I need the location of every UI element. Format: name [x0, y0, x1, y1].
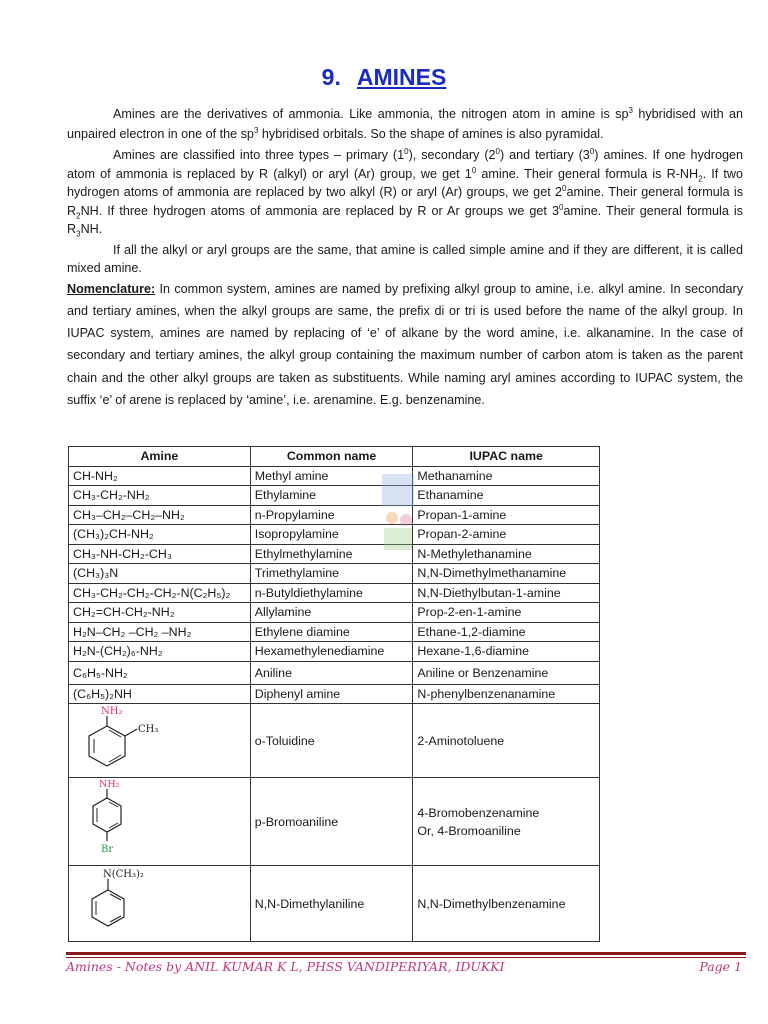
common-name: Trimethylamine — [250, 564, 413, 584]
common-name: Methyl amine — [250, 466, 413, 486]
amine-formula: (CH₃)₃N — [69, 564, 251, 584]
paragraph-nomenclature: Nomenclature: In common system, amines are named by prefixing alkyl group to amine, i.e. alkyl amine. In secondary and tertiary amines, when the alkyl groups are same, the prefix di or tri is used before the name of the alkyl group. In IUPAC system, amines are named by replacing of ‘e’ of alkane by the word amine, i.e. alkanamine. In the case of secondary and tertiary amines, the alkyl group containing the maximum number of carbon atom is taken as the parent chain and the other alkyl groups are taken as substituents. While naming aryl amines according to IUPAC system, the suffix ‘e’ of arene is replaced by ‘amine’, i.e. arenamine. E.g. benzenamine. — [67, 281, 743, 407]
nh2-label: NH₂ — [99, 779, 120, 790]
amine-formula: CH₃-CH₂-NH₂ — [69, 486, 251, 506]
amine-formula: H₂N-(CH₂)₆-NH₂ — [69, 642, 251, 662]
n-dimethyl-label: N(CH₃)₂ — [103, 869, 144, 880]
amine-formula: CH₃–CH₂–CH₂–NH₂ — [69, 505, 251, 525]
iupac-name: N-Methylethanamine — [413, 544, 600, 564]
n-n-dimethylaniline-structure-icon — [73, 866, 193, 936]
iupac-name: Aniline or Benzenamine — [413, 661, 600, 684]
amine-formula: (C₆H₅)₂NH — [69, 684, 251, 704]
table-row — [69, 684, 600, 704]
iupac-name: Ethanamine — [413, 486, 600, 506]
o-toluidine-structure-icon — [73, 704, 193, 772]
iupac-name: Hexane-1,6-diamine — [413, 642, 600, 662]
table-row — [69, 866, 600, 942]
iupac-name: Prop-2-en-1-amine — [413, 603, 600, 623]
iupac-name: 4-Bromobenzenamine Or, 4-Bromoaniline — [413, 778, 600, 866]
iupac-name: N,N-Dimethylmethanamine — [413, 564, 600, 584]
table-row — [69, 603, 600, 623]
footer-rule — [66, 952, 746, 955]
common-name: Isopropylamine — [250, 525, 413, 545]
iupac-name: Methanamine — [413, 466, 600, 486]
structure-cell — [69, 866, 251, 942]
common-name: Aniline — [250, 661, 413, 684]
paragraph-intro: Amines are the derivatives of ammonia. Like ammonia, the nitrogen atom in amine is $sp^3$ hybridised with an unpaired electron in one of the $sp^3$ hybridised orbitals. So the shape of amines is also pyramidal. — [67, 105, 744, 141]
table-header-row — [69, 447, 600, 467]
amine-formula: (CH₃)₂CH-NH₂ — [69, 525, 251, 545]
common-name: o-Toluidine — [250, 704, 413, 778]
common-name: n-Propylamine — [250, 505, 413, 525]
common-name: Ethylamine — [250, 486, 413, 506]
table-row — [69, 778, 600, 866]
table-row — [69, 622, 600, 642]
table-row — [69, 564, 600, 584]
page-number: Page 1 — [699, 959, 742, 974]
common-name: Diphenyl amine — [250, 684, 413, 704]
paragraph-classification: Amines are classified into three types – primary $(1^0)$, secondary $(2^0)$ and tertiary $(3^0)$ amines. If one hydrogen atom of ammonia is replaced by R (alkyl) or aryl (Ar) group, we get $1^0$ amine. Their general formula is $R-NH_2$. If two hydrogen atoms of ammonia are replaced by two alkyl (R) or aryl (Ar) groups, we get $2^0amine$. Their general formula is $R_2NH$. If three hydrogen atoms of ammonia are replaced by R or Ar groups we get $3^0amine$. Their general formula is $R_3NH$. — [67, 146, 744, 239]
chapter-title: AMINES — [356, 64, 447, 90]
footer-author: Amines - Notes by ANIL KUMAR K L, PHSS VANDIPERIYAR, IDUKKI — [66, 959, 505, 974]
structure-cell — [69, 778, 251, 866]
table-row — [69, 661, 600, 684]
iupac-name: 2-Aminotoluene — [413, 704, 600, 778]
amine-formula: CH₃-CH₂-CH₂-CH₂-N(C₂H₅)₂ — [69, 583, 251, 603]
watermark-logo-icon — [378, 470, 418, 560]
page-title — [0, 64, 768, 91]
p-bromoaniline-structure-icon — [73, 778, 193, 860]
table-row — [69, 583, 600, 603]
column-header-amine: Amine — [69, 447, 251, 467]
iupac-name: N,N-Dimethylbenzenamine — [413, 866, 600, 942]
column-header-common-name: Common name — [250, 447, 413, 467]
amine-formula: CH-NH₂ — [69, 466, 251, 486]
br-label: Br — [101, 844, 114, 855]
amine-formula: H₂N–CH₂ –CH₂ –NH₂ — [69, 622, 251, 642]
common-name: n-Butyldiethylamine — [250, 583, 413, 603]
table-row — [69, 525, 600, 545]
common-name: Allylamine — [250, 603, 413, 623]
column-header-iupac-name: IUPAC name — [413, 447, 600, 467]
body-text — [67, 104, 743, 411]
iupac-name: Propan-1-amine — [413, 505, 600, 525]
common-name: Ethylmethylamine — [250, 544, 413, 564]
iupac-name: N-phenylbenzenanamine — [413, 684, 600, 704]
structure-cell — [69, 704, 251, 778]
table-row — [69, 544, 600, 564]
common-name: p-Bromoaniline — [250, 778, 413, 866]
table-row — [69, 704, 600, 778]
amines-table — [68, 446, 600, 942]
common-name: Hexamethylenediamine — [250, 642, 413, 662]
chapter-number: 9. — [321, 64, 341, 90]
table-row — [69, 466, 600, 486]
iupac-name: Propan-2-amine — [413, 525, 600, 545]
table-row — [69, 642, 600, 662]
ch3-label: CH₃ — [138, 724, 159, 735]
table-row — [69, 505, 600, 525]
common-name: Ethylene diamine — [250, 622, 413, 642]
iupac-name: Ethane-1,2-diamine — [413, 622, 600, 642]
common-name: N,N-Dimethylaniline — [250, 866, 413, 942]
paragraph-simple-mixed: If all the alkyl or aryl groups are the same, that amine is called simple amine and if they are different, it is called mixed amine. — [67, 242, 743, 275]
amine-formula: C₆H₅-NH₂ — [69, 661, 251, 684]
amine-formula: CH₃-NH-CH₂-CH₃ — [69, 544, 251, 564]
footer-rule-thin — [66, 957, 746, 958]
amine-formula: CH₂=CH-CH₂-NH₂ — [69, 603, 251, 623]
nh2-label: NH₂ — [101, 706, 123, 717]
table-row — [69, 486, 600, 506]
nomenclature-heading: Nomenclature: — [67, 281, 156, 296]
iupac-name: N,N-Diethylbutan-1-amine — [413, 583, 600, 603]
